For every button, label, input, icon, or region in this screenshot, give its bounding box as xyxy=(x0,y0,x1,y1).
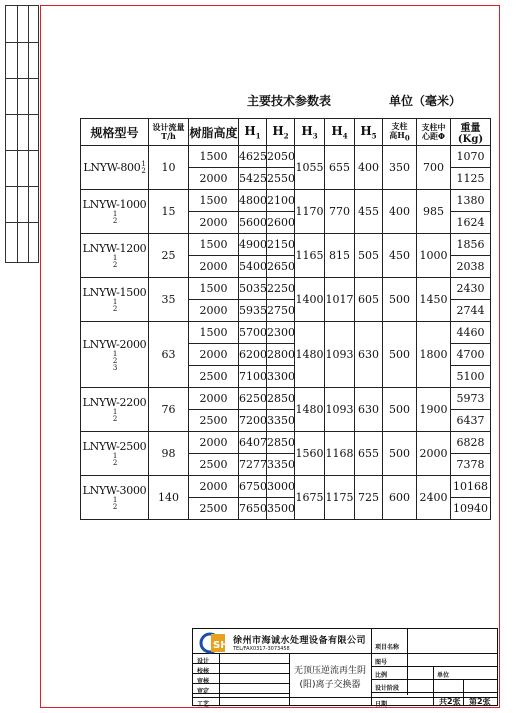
table-row xyxy=(81,278,491,300)
cell-h1: 7650 xyxy=(239,498,267,520)
cell-weight: 10168 xyxy=(451,476,491,498)
cell-h0: 350 xyxy=(383,146,417,190)
cell-h1: 7200 xyxy=(239,410,267,432)
cell-h2: 3000 xyxy=(267,476,295,498)
spec-table xyxy=(80,118,491,520)
cell-h2: 2300 xyxy=(267,322,295,344)
cell-resin: 2500 xyxy=(189,366,239,388)
col-h3: $H_3$ xyxy=(295,119,325,146)
cell-h2: 3300 xyxy=(267,366,295,388)
unit-label: 单位（毫米） xyxy=(389,94,462,108)
cell-phi: 2000 xyxy=(417,432,451,476)
cell-weight: 4460 xyxy=(451,322,491,344)
revision-strip xyxy=(5,5,39,263)
label-approve: 审定 xyxy=(197,688,210,695)
cell-h0: 500 xyxy=(383,388,417,432)
label-design: 设计 xyxy=(197,658,210,665)
cell-h0: 500 xyxy=(383,432,417,476)
cell-h4: 815 xyxy=(325,234,355,278)
cell-h4: 1017 xyxy=(325,278,355,322)
cell-flow: 63 xyxy=(149,322,189,388)
table-header-row xyxy=(81,119,491,146)
cell-weight: 1125 xyxy=(451,168,491,190)
cell-weight: 1624 xyxy=(451,212,491,234)
cell-model: LNYW-1000 1 2 xyxy=(81,190,149,234)
col-resin: 树脂高度 xyxy=(189,119,239,146)
cell-h4: 770 xyxy=(325,190,355,234)
label-drawing-no: 图号 xyxy=(375,659,388,666)
cell-h2: 2050 xyxy=(267,146,295,168)
cell-model: LNYW-2500 1 2 xyxy=(81,432,149,476)
product-name-line1: 无顶压逆流再生阴 xyxy=(293,666,366,676)
cell-h1: 6407 xyxy=(239,432,267,454)
cell-weight: 10940 xyxy=(451,498,491,520)
cell-h5: 455 xyxy=(355,190,383,234)
cell-resin: 2000 xyxy=(189,388,239,410)
cell-h2: 2550 xyxy=(267,168,295,190)
cell-resin: 2000 xyxy=(189,168,239,190)
cell-h0: 500 xyxy=(383,278,417,322)
cell-h1: 7100 xyxy=(239,366,267,388)
cell-resin: 2000 xyxy=(189,300,239,322)
cell-h2: 2650 xyxy=(267,256,295,278)
cell-h4: 1168 xyxy=(325,432,355,476)
cell-phi: 1800 xyxy=(417,322,451,388)
cell-phi: 1450 xyxy=(417,278,451,322)
cell-weight: 2430 xyxy=(451,278,491,300)
cell-h3: 1480 xyxy=(295,322,325,388)
cell-resin: 1500 xyxy=(189,146,239,168)
cell-h1: 7277 xyxy=(239,454,267,476)
cell-h3: 1165 xyxy=(295,234,325,278)
cell-model: LNYW-3000 1 2 xyxy=(81,476,149,520)
cell-weight: 1856 xyxy=(451,234,491,256)
cell-h4: 1093 xyxy=(325,322,355,388)
table-row xyxy=(81,476,491,498)
table-row xyxy=(81,432,491,454)
cell-model: LNYW-800 1 2 xyxy=(81,146,149,190)
cell-flow: 76 xyxy=(149,388,189,432)
cell-flow: 35 xyxy=(149,278,189,322)
cell-flow: 15 xyxy=(149,190,189,234)
col-flow: 设计流量 T/h xyxy=(149,119,189,146)
cell-h0: 400 xyxy=(383,190,417,234)
cell-h1: 5700 xyxy=(239,322,267,344)
cell-phi: 985 xyxy=(417,190,451,234)
cell-resin: 2000 xyxy=(189,344,239,366)
cell-h5: 630 xyxy=(355,322,383,388)
cell-weight: 2744 xyxy=(451,300,491,322)
cell-h2: 3350 xyxy=(267,454,295,476)
cell-h4: 1093 xyxy=(325,388,355,432)
cell-h5: 505 xyxy=(355,234,383,278)
cell-h5: 630 xyxy=(355,388,383,432)
cell-h2: 2100 xyxy=(267,190,295,212)
cell-h1: 6250 xyxy=(239,388,267,410)
cell-weight: 6828 xyxy=(451,432,491,454)
cell-resin: 2000 xyxy=(189,432,239,454)
cell-weight: 5973 xyxy=(451,388,491,410)
cell-h1: 5935 xyxy=(239,300,267,322)
cell-h3: 1560 xyxy=(295,432,325,476)
company-logo-icon xyxy=(199,632,227,654)
cell-h5: 725 xyxy=(355,476,383,520)
label-scale: 比例 xyxy=(375,672,388,679)
cell-resin: 2000 xyxy=(189,212,239,234)
table-row xyxy=(81,234,491,256)
table-row xyxy=(81,322,491,344)
cell-phi: 1000 xyxy=(417,234,451,278)
cell-h1: 5400 xyxy=(239,256,267,278)
label-check: 校核 xyxy=(197,668,210,675)
cell-resin: 2500 xyxy=(189,498,239,520)
cell-h1: 5600 xyxy=(239,212,267,234)
table-row xyxy=(81,190,491,212)
cell-h3: 1170 xyxy=(295,190,325,234)
cell-h3: 1675 xyxy=(295,476,325,520)
cell-model: LNYW-2200 1 2 xyxy=(81,388,149,432)
cell-phi: 2400 xyxy=(417,476,451,520)
cell-h2: 2750 xyxy=(267,300,295,322)
cell-h1: 4900 xyxy=(239,234,267,256)
label-date: 日期 xyxy=(375,701,388,708)
label-process: 工艺 xyxy=(197,701,210,708)
label-project: 项目名称 xyxy=(375,644,400,651)
cell-h4: 655 xyxy=(325,146,355,190)
cell-model: LNYW-2000 1 2 3 xyxy=(81,322,149,388)
cell-h2: 2850 xyxy=(267,432,295,454)
cell-h2: 2250 xyxy=(267,278,295,300)
cell-resin: 2500 xyxy=(189,410,239,432)
cell-h1: 5035 xyxy=(239,278,267,300)
cell-h5: 400 xyxy=(355,146,383,190)
page-total: 共2张 xyxy=(439,697,461,706)
cell-h2: 2800 xyxy=(267,344,295,366)
title-block xyxy=(192,628,498,706)
company-name: 徐州市海诚水处理设备有限公司 xyxy=(233,636,367,646)
cell-h2: 2850 xyxy=(267,388,295,410)
cell-flow: 10 xyxy=(149,146,189,190)
col-h5: $H_5$ xyxy=(355,119,383,146)
label-stage: 设计阶段 xyxy=(375,685,400,692)
table-row xyxy=(81,388,491,410)
cell-h2: 2600 xyxy=(267,212,295,234)
cell-h4: 1175 xyxy=(325,476,355,520)
page-current: 第2张 xyxy=(469,697,491,706)
cell-h2: 2150 xyxy=(267,234,295,256)
cell-weight: 4700 xyxy=(451,344,491,366)
table-title: 主要技术参数表 xyxy=(247,94,332,108)
cell-h3: 1055 xyxy=(295,146,325,190)
cell-resin: 1500 xyxy=(189,278,239,300)
label-review: 审核 xyxy=(197,678,210,685)
cell-phi: 1900 xyxy=(417,388,451,432)
col-h1: $H_1$ xyxy=(239,119,267,146)
cell-model: LNYW-1500 1 2 xyxy=(81,278,149,322)
cell-flow: 25 xyxy=(149,234,189,278)
cell-resin: 1500 xyxy=(189,190,239,212)
product-name-line2: (阳)离子交换器 xyxy=(299,680,361,690)
svg-text:SH: SH xyxy=(213,640,229,651)
cell-resin: 1500 xyxy=(189,234,239,256)
cell-weight: 2038 xyxy=(451,256,491,278)
cell-h1: 5425 xyxy=(239,168,267,190)
cell-h3: 1400 xyxy=(295,278,325,322)
cell-weight: 6437 xyxy=(451,410,491,432)
cell-resin: 2500 xyxy=(189,454,239,476)
cell-flow: 98 xyxy=(149,432,189,476)
cell-model: LNYW-1200 1 2 xyxy=(81,234,149,278)
cell-h1: 6200 xyxy=(239,344,267,366)
cell-weight: 1380 xyxy=(451,190,491,212)
col-h0: 支柱 高$H_0$ xyxy=(383,119,417,146)
cell-h5: 605 xyxy=(355,278,383,322)
cell-h0: 600 xyxy=(383,476,417,520)
cell-h2: 3500 xyxy=(267,498,295,520)
cell-resin: 2000 xyxy=(189,476,239,498)
cell-h0: 500 xyxy=(383,322,417,388)
cell-resin: 1500 xyxy=(189,322,239,344)
company-tel: TEL/FAX0317-3073458 xyxy=(233,646,290,652)
col-h4: $H_4$ xyxy=(325,119,355,146)
cell-flow: 140 xyxy=(149,476,189,520)
cell-resin: 2000 xyxy=(189,256,239,278)
label-unit: 单位 xyxy=(437,672,450,679)
cell-h5: 655 xyxy=(355,432,383,476)
cell-weight: 7378 xyxy=(451,454,491,476)
col-phi: 支柱中 心距Φ xyxy=(417,119,451,146)
cell-h3: 1480 xyxy=(295,388,325,432)
cell-h1: 6750 xyxy=(239,476,267,498)
cell-weight: 5100 xyxy=(451,366,491,388)
cell-phi: 700 xyxy=(417,146,451,190)
col-h2: $H_2$ xyxy=(267,119,295,146)
cell-weight: 1070 xyxy=(451,146,491,168)
cell-h2: 3350 xyxy=(267,410,295,432)
cell-h1: 4800 xyxy=(239,190,267,212)
cell-h1: 4625 xyxy=(239,146,267,168)
col-weight: 重量(Kg) xyxy=(451,119,491,146)
col-model: 规格型号 xyxy=(81,119,149,146)
cell-h0: 450 xyxy=(383,234,417,278)
table-row xyxy=(81,146,491,168)
